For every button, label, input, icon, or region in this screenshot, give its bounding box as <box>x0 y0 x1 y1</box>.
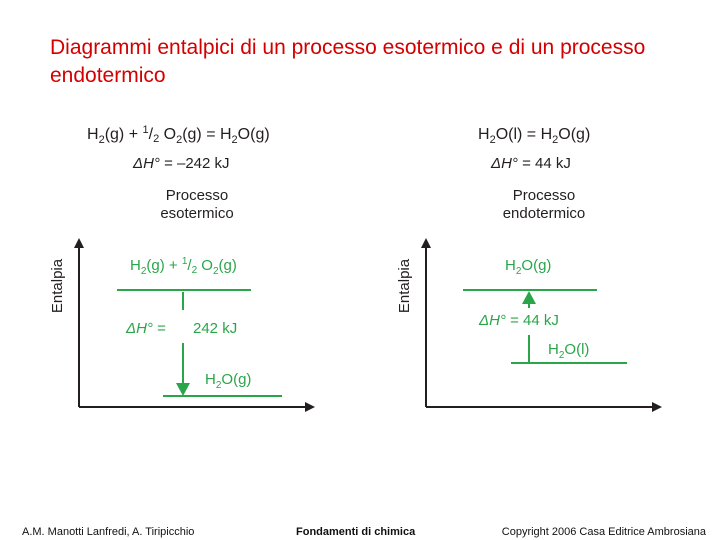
endo-axis-label: Entalpia <box>396 258 413 314</box>
endo-bottom-level-label: $H_2O(l)$ <box>548 341 590 361</box>
endo-delta-h: ΔH° = 44 kJ <box>491 155 571 172</box>
endo-delta-arrowhead <box>522 291 536 304</box>
endo-process-line2: endotermico <box>502 205 586 222</box>
slide-title: Diagrammi entalpici di un processo esotermico e di un processo endotermico <box>50 36 646 87</box>
footer-copyright: Copyright 2006 Casa Editrice Ambrosiana <box>501 526 706 538</box>
footer-authors: A.M. Manotti Lanfredi, A. Tiripicchio <box>22 526 195 538</box>
endothermic-panel <box>396 126 660 407</box>
endo-equation: $H_2O(l) = H_2O(g)$ <box>478 126 591 146</box>
exo-axis-label: Entalpia <box>49 258 66 314</box>
endo-top-level-label: $H_2O(g)$ <box>505 257 552 277</box>
exothermic-panel <box>49 124 313 407</box>
slide-footer <box>0 524 720 540</box>
exo-equation: $H_2(g) + ^1/2$ $O_2(g) = H_2O(g)$ <box>87 124 270 146</box>
exo-top-level-label: $H_2(g) + ^1/_2$ $O_2(g)$ <box>130 256 237 277</box>
exo-bottom-level-label: $H_2O(g)$ <box>205 371 252 391</box>
exo-process-line1: Processo <box>165 187 229 204</box>
exo-process-line2: esotermico <box>160 205 234 222</box>
exo-delta-label: ΔH° = 242 kJ <box>126 320 238 337</box>
exo-delta-arrowhead <box>176 383 190 396</box>
endo-delta-label: ΔH° = 44 kJ <box>479 312 559 329</box>
footer-book-title: Fondamenti di chimica <box>296 526 416 538</box>
endo-process-line1: Processo <box>512 187 576 204</box>
exo-delta-h: ΔH° = –242 kJ <box>133 155 230 172</box>
